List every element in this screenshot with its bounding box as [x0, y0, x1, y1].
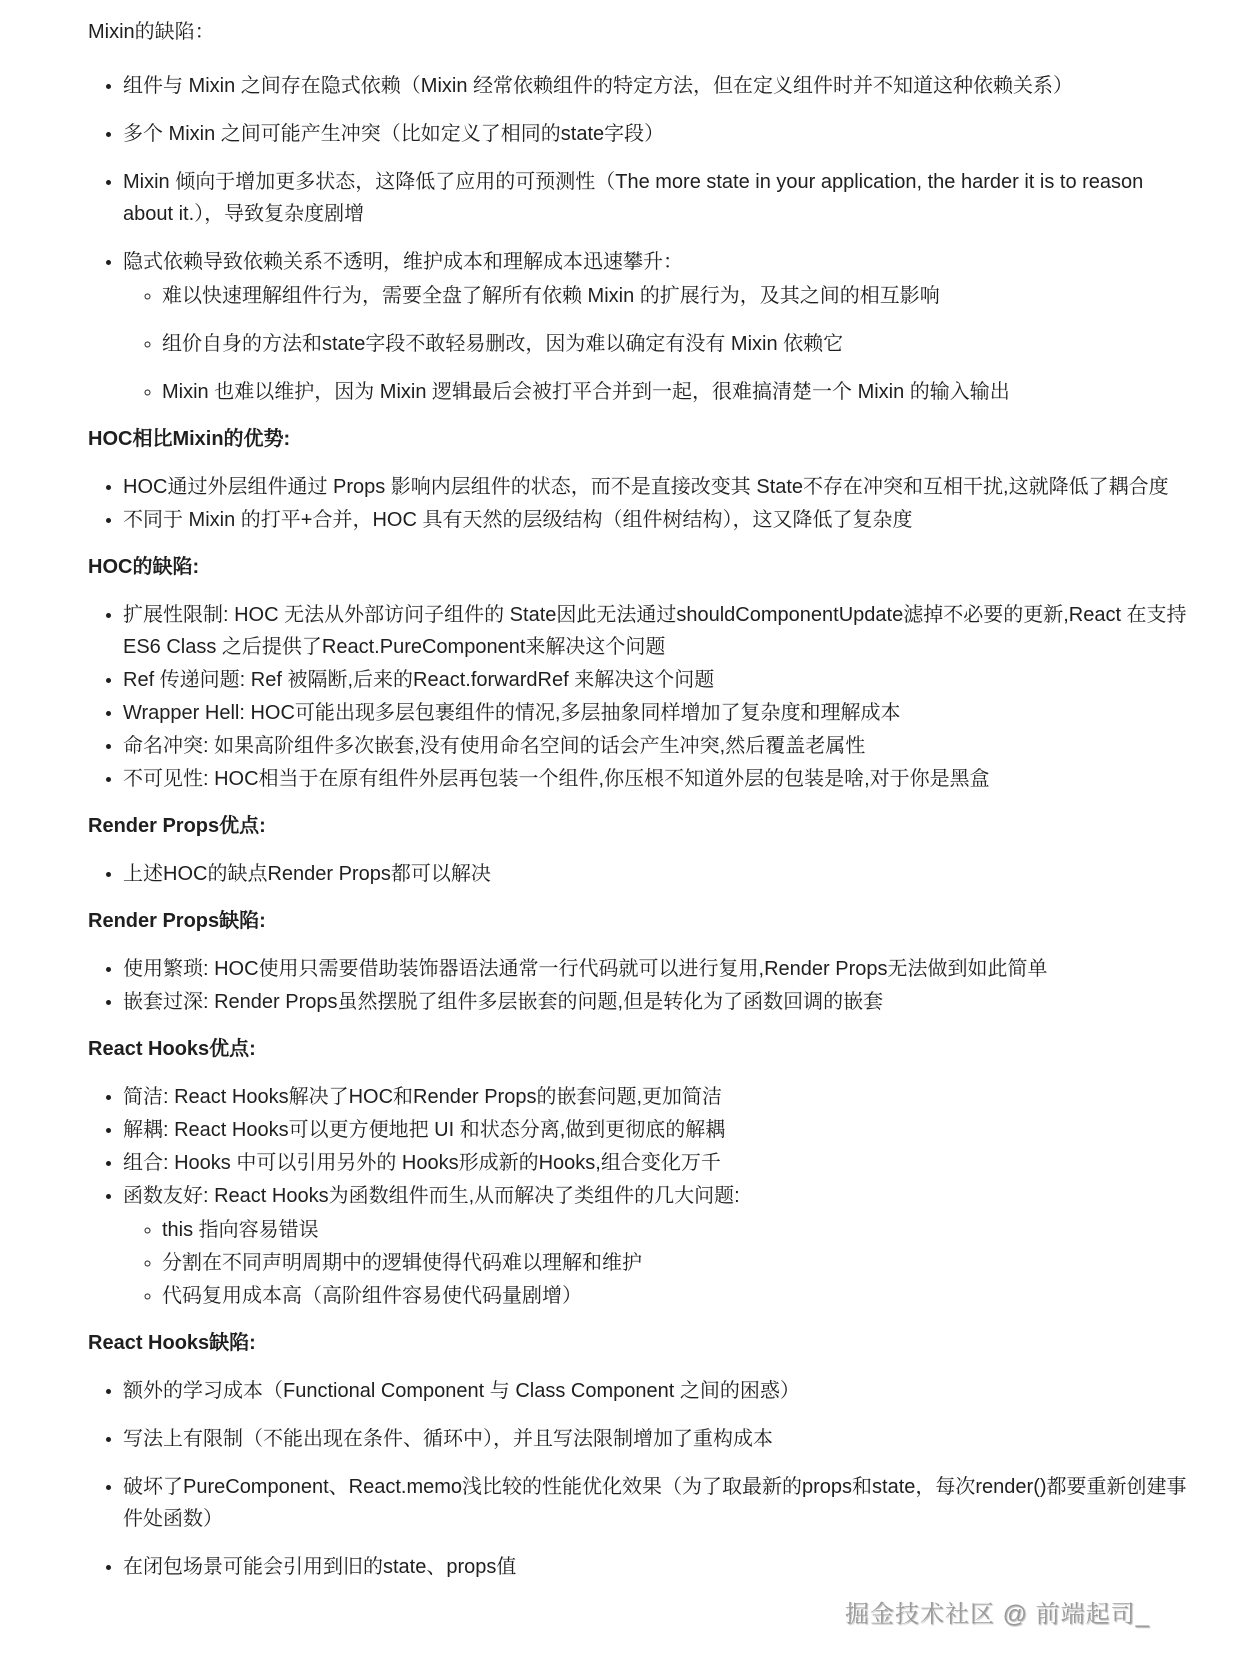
watermark: 掘金技术社区 @ 前端起司_	[844, 1601, 1150, 1628]
section-heading-hoc-flaws: HOC的缺陷:	[88, 556, 200, 578]
list-item-text: Mixin 也难以维护，因为 Mixin 逻辑最后会被打平合并到一起，很难搞清楚一个 Mixin 的输入输出	[162, 381, 1010, 403]
list-item-text: 嵌套过深: Render Props虽然摆脱了组件多层嵌套的问题,但是转化为了函数回调的嵌套	[123, 991, 884, 1013]
list-item	[123, 1471, 1188, 1535]
list-item-text: 多个 Mixin 之间可能产生冲突（比如定义了相同的state字段）	[123, 123, 665, 145]
list-item	[162, 328, 1188, 360]
list-item	[123, 118, 1188, 150]
mixin-flaws-list	[88, 70, 1188, 408]
list-item-text: 写法上有限制（不能出现在条件、循环中），并且写法限制增加了重构成本	[123, 1428, 773, 1450]
list-item-text: 难以快速理解组件行为，需要全盘了解所有依赖 Mixin 的扩展行为，及其之间的相互影响	[162, 285, 940, 307]
list-item	[162, 1247, 1188, 1279]
list-item-text: 分割在不同声明周期中的逻辑使得代码难以理解和维护	[162, 1252, 642, 1274]
render-props-cons-list	[88, 953, 1188, 1018]
list-item	[123, 246, 1188, 408]
list-item	[123, 1114, 1188, 1146]
section-heading-hooks-pros: React Hooks优点:	[88, 1038, 256, 1060]
hooks-pros-sublist	[123, 1214, 1188, 1312]
list-item	[123, 697, 1188, 729]
intro-heading: Mixin的缺陷：	[88, 21, 215, 43]
section-heading-hoc-advantages: HOC相比Mixin的优势:	[88, 428, 291, 450]
list-item	[123, 599, 1188, 663]
list-item-text: 破坏了PureComponent、React.memo浅比较的性能优化效果（为了取最新的props和state，每次render()都要重新创建事件处函数）	[123, 1476, 1187, 1530]
hooks-pros-list	[88, 1081, 1188, 1312]
hoc-advantages-list	[88, 471, 1188, 536]
list-item	[162, 1280, 1188, 1312]
list-item-text: 使用繁琐: HOC使用只需要借助装饰器语法通常一行代码就可以进行复用,Render Props无法做到如此简单	[123, 958, 1048, 980]
list-item-text: 简洁: React Hooks解决了HOC和Render Props的嵌套问题,更加简洁	[123, 1086, 723, 1108]
list-item-text: 命名冲突: 如果高阶组件多次嵌套,没有使用命名空间的话会产生冲突,然后覆盖老属性	[123, 735, 866, 757]
list-item-text: 不同于 Mixin 的打平+合并，HOC 具有天然的层级结构（组件树结构），这又降低了复杂度	[123, 509, 913, 531]
list-item	[123, 70, 1188, 102]
list-item	[123, 986, 1188, 1018]
list-item	[123, 1375, 1188, 1407]
list-item	[123, 763, 1188, 795]
list-item	[123, 664, 1188, 696]
list-item	[123, 858, 1188, 890]
list-item	[162, 376, 1188, 408]
mixin-flaws-sublist	[123, 280, 1188, 408]
section-heading-hooks-cons: React Hooks缺陷:	[88, 1332, 256, 1354]
list-item-text: 在闭包场景可能会引用到旧的state、props值	[123, 1556, 517, 1578]
list-item	[123, 953, 1188, 985]
list-item	[123, 1551, 1188, 1583]
list-item-text: 代码复用成本高（高阶组件容易使代码量剧增）	[162, 1285, 582, 1307]
list-item-text: Mixin 倾向于增加更多状态，这降低了应用的可预测性（The more state in your application, the harder it is to reason about it.），导致复杂度剧增	[123, 171, 1144, 225]
list-item	[123, 1423, 1188, 1455]
list-item	[123, 1147, 1188, 1179]
list-item	[123, 1180, 1188, 1312]
list-item-text: 组件与 Mixin 之间存在隐式依赖（Mixin 经常依赖组件的特定方法，但在定义组件时并不知道这种依赖关系）	[123, 75, 1074, 97]
list-item-text: Ref 传递问题: Ref 被隔断,后来的React.forwardRef 来解决这个问题	[123, 669, 715, 691]
hooks-cons-list	[88, 1375, 1188, 1583]
list-item	[123, 166, 1188, 230]
list-item-text: this 指向容易错误	[162, 1219, 319, 1241]
list-item	[123, 471, 1188, 503]
list-item	[123, 1081, 1188, 1113]
list-item-text: 组合: Hooks 中可以引用另外的 Hooks形成新的Hooks,组合变化万千	[123, 1152, 721, 1174]
list-item-text: 组价自身的方法和state字段不敢轻易删改，因为难以确定有没有 Mixin 依赖它	[162, 333, 844, 355]
list-item	[123, 504, 1188, 536]
list-item-text: HOC通过外层组件通过 Props 影响内层组件的状态，而不是直接改变其 State不存在冲突和互相干扰,这就降低了耦合度	[123, 476, 1169, 498]
list-item-text: 上述HOC的缺点Render Props都可以解决	[123, 863, 491, 885]
list-item-text: 额外的学习成本（Functional Component 与 Class Component 之间的困惑）	[123, 1380, 800, 1402]
list-item-text: 解耦: React Hooks可以更方便地把 UI 和状态分离,做到更彻底的解耦	[123, 1119, 726, 1141]
section-heading-render-props-pros: Render Props优点:	[88, 815, 266, 837]
list-item	[123, 730, 1188, 762]
list-item-text: 函数友好: React Hooks为函数组件而生,从而解决了类组件的几大问题:	[123, 1185, 740, 1207]
list-item	[162, 280, 1188, 312]
list-item-text: Wrapper Hell: HOC可能出现多层包裹组件的情况,多层抽象同样增加了复杂度和理解成本	[123, 702, 901, 724]
list-item-text: 隐式依赖导致依赖关系不透明，维护成本和理解成本迅速攀升：	[123, 251, 683, 273]
list-item-text: 不可见性: HOC相当于在原有组件外层再包装一个组件,你压根不知道外层的包装是啥,对于你是黑盒	[123, 768, 990, 790]
list-item-text: 扩展性限制: HOC 无法从外部访问子组件的 State因此无法通过shouldComponentUpdate滤掉不必要的更新,React 在支持 ES6 Class 之后提供了React.PureComponent来解决这个问题	[123, 604, 1187, 658]
section-heading-render-props-cons: Render Props缺陷:	[88, 910, 266, 932]
hoc-flaws-list	[88, 599, 1188, 795]
render-props-pros-list	[88, 858, 1188, 890]
list-item	[162, 1214, 1188, 1246]
